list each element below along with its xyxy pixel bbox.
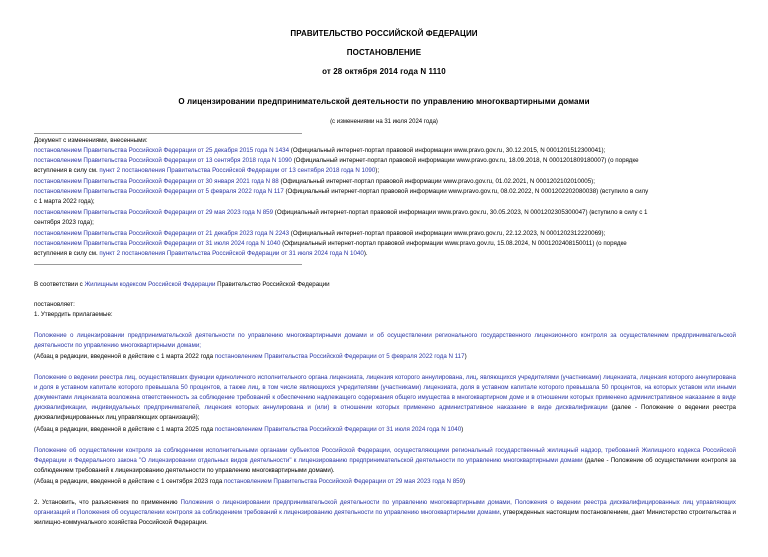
change-item: постановлением Правительства Российской Федерации от 30 января 2021 года N 88 (Официальный интернет-портал правовой информации www.pravo.gov.ru, 01.02.2021, N 0001202102010005); [34,178,595,185]
document-title: О лицензировании предпринимательской деятельности по управлению многоквартирными домами [178,97,590,106]
change-link[interactable]: пункт 2 постановления Правительства Российской Федерации от 13 сентября 2018 года N 1090 [99,167,376,174]
government-heading: ПРАВИТЕЛЬСТВО РОССИЙСКОЙ ФЕДЕРАЦИИ [290,29,478,38]
bottom-divider [34,264,302,265]
change-link[interactable]: постановлением Правительства Российской Федерации от 25 декабря 2015 года N 1434 [34,147,290,154]
changes-heading: Документ с изменениями, внесенными: [34,137,148,144]
amendment-link[interactable]: постановлением Правительства Российской Федерации от 5 февраля 2022 года N 117 [214,353,465,360]
change-item-continuation: с 1 марта 2022 года); [34,198,95,205]
intro-paragraph: В соответствии с Жилищным кодексом Российской Федерации Правительство Российской Федерации [34,281,330,288]
regulation-2: Положение о ведении реестра лиц, осуществлявших функции единоличного исполнительного органа лицензиата, лицензия которого аннулирована, лиц, являющихся учредителями (участниками) лицензиата, лицензия которого аннулирована и доля в уставном капитале которого превышала 50 процентов, а также лиц, в том числе являющихся учредителями (участниками) лицензиата, доля в уставном капитале которого превышала 50 процентов, на которых уставом или иными документами лицензиата возложена ответственность за соблюдение требований к обеспечению надлежащего содержания общего имущества в многоквартирном доме и в отношении которых применено административное наказание в виде дисквалификации, индивидуальных предпринимателей, лицензия которых аннулирована и (или) в отношении которых применено административное наказание в виде дисквалификации (далее - Положение о ведении реестра дисквалифицированных лиц управляющих организаций); [34,374,736,421]
amendment-link[interactable]: постановлением Правительства Российской Федерации от 29 мая 2023 года N 859 [223,478,464,485]
change-link[interactable]: постановлением Правительства Российской Федерации от 30 января 2021 года N 88 [34,178,279,185]
regulation-3-note: (Абзац в редакции, введенной в действие с 1 сентября 2023 года постановлением Правительства Российской Федерации от 29 мая 2023 года N 859) [34,478,466,485]
document-type: ПОСТАНОВЛЕНИЕ [346,48,422,57]
change-item-continuation: сентября 2023 года); [34,219,94,226]
regulation-3-link[interactable]: Положение об осуществлении контроля за соблюдением исполнительными органами субъектов Российской Федерации, осуществляющими региональный государственный жилищный надзор, требований Жилищного кодекса Российской Федерации и Федерального закона "О лицензировании отдельных видов деятельности" к лицензированию предпринимательской деятельности по управлению многоквартирными домами [34,447,736,464]
document-date: от 28 октября 2014 года N 1110 [322,67,446,76]
change-item: постановлением Правительства Российской Федерации от 13 сентября 2018 года N 1090 (Официальный интернет-портал правовой информации www.pravo.gov.ru, 18.09.2018, N 0001201809180007) (о порядке [34,157,639,164]
change-item: постановлением Правительства Российской Федерации от 5 февраля 2022 года N 117 (Официальный интернет-портал правовой информации www.pravo.gov.ru, 08.02.2022, N 0001202202080038) (вступило в силу [34,188,649,195]
regulations-link[interactable]: Положения о лицензировании предпринимательской деятельности по управлению многоквартирными домами, Положения о ведении реестра дисквалифицированных лиц управляющих организаций и Положения об осуществлении контроля за соблюдением требований к лицензированию деятельности по управлению многоквартирными домами [34,499,736,516]
regulation-1 [34,331,736,351]
change-link[interactable]: постановлением Правительства Российской Федерации от 31 июля 2024 года N 1040 [34,240,281,247]
item-2: 2. Установить, что разъяснения по применению Положения о лицензировании предпринимательской деятельности по управлению многоквартирными домами, Положения о ведении реестра дисквалифицированных лиц управляющих организаций и Положения об осуществлении контроля за соблюдением требований к лицензированию деятельности по управлению многоквартирными домами, утвержденных настоящим постановлением, дает Министерство строительства и жилищно-коммунального хозяйства Российской Федерации. [34,499,736,526]
change-link[interactable]: постановлением Правительства Российской Федерации от 5 февраля 2022 года N 117 [34,188,284,195]
change-link[interactable]: постановлением Правительства Российской Федерации от 13 сентября 2018 года N 1090 [34,157,292,164]
change-link[interactable]: постановлением Правительства Российской Федерации от 29 мая 2023 года N 859 [34,209,274,216]
regulation-3: Положение об осуществлении контроля за соблюдением исполнительными органами субъектов Российской Федерации, осуществляющими региональный государственный жилищный надзор, требований Жилищного кодекса Российской Федерации и Федерального закона "О лицензировании отдельных видов деятельности" к лицензированию предпринимательской деятельности по управлению многоквартирными домами (далее - Положение об осуществлении контроля за соблюдением требований к лицензированию деятельности по управлению многоквартирными домами). [34,447,736,474]
change-item: постановлением Правительства Российской Федерации от 31 июля 2024 года N 1040 (Официальный интернет-портал правовой информации www.pravo.gov.ru, 15.08.2024, N 0001202408150011) (о порядке [34,240,627,247]
changes-note: (с изменениями на 31 июля 2024 года) [330,119,438,125]
regulation-2-note: (Абзац в редакции, введенной в действие с 1 марта 2025 года постановлением Правительства Российской Федерации от 31 июля 2024 года N 1040) [34,426,464,433]
change-item: постановлением Правительства Российской Федерации от 21 декабря 2023 года N 2243 (Официальный интернет-портал правовой информации www.pravo.gov.ru, 22.12.2023, N 0001202312220069); [34,230,606,237]
housing-code-link[interactable]: Жилищным кодексом Российской Федерации [84,281,216,288]
regulation-2-link[interactable]: Положение о ведении реестра лиц, осуществлявших функции единоличного исполнительного органа лицензиата, лицензия которого аннулирована, лиц, являющихся учредителями (участниками) лицензиата, лицензия которого аннулирована и доля в уставном капитале которого превышала 50 процентов, а также лиц, в том числе являющихся учредителями (участниками) лицензиата, доля в уставном капитале которого превышала 50 процентов, на которых уставом или иными документами лицензиата возложена ответственность за соблюдение требований к обеспечению надлежащего содержания общего имущества в многоквартирном доме и в отношении которых применено административное наказание в виде дисквалификации, индивидуальных предпринимателей, лицензия которых аннулирована и (или) в отношении которых применено административное наказание в виде дисквалификации [34,374,736,411]
change-item-continuation: вступления в силу см. пункт 2 постановления Правительства Российской Федерации от 31 июля 2024 года N 1040). [34,250,368,257]
change-item: постановлением Правительства Российской Федерации от 29 мая 2023 года N 859 (Официальный интернет-портал правовой информации www.pravo.gov.ru, 30.05.2023, N 0001202305300047) (вступило в силу с 1 [34,209,648,216]
regulation-1-link[interactable]: Положение о лицензировании предпринимательской деятельности по управлению многоквартирными домами и об осуществлении регионального государственного лицензионного контроля за осуществлением предпринимательской деятельности по управлению многоквартирными домами; [34,332,736,349]
change-item: постановлением Правительства Российской Федерации от 25 декабря 2015 года N 1434 (Официальный интернет-портал правовой информации www.pravo.gov.ru, 30.12.2015, N 0001201512300041); [34,147,606,154]
change-item-continuation: вступления в силу см. пункт 2 постановления Правительства Российской Федерации от 13 сентября 2018 года N 1090); [34,167,380,174]
change-link[interactable]: пункт 2 постановления Правительства Российской Федерации от 31 июля 2024 года N 1040 [99,250,364,257]
top-divider [34,133,302,134]
amendment-link[interactable]: постановлением Правительства Российской Федерации от 31 июля 2024 года N 1040 [214,426,462,433]
change-link[interactable]: постановлением Правительства Российской Федерации от 21 декабря 2023 года N 2243 [34,230,290,237]
item-1: 1. Утвердить прилагаемые: [34,311,113,318]
regulation-1-note: (Абзац в редакции, введенной в действие с 1 марта 2022 года постановлением Правительства Российской Федерации от 5 февраля 2022 года N 117) [34,353,467,360]
decree-word: постановляет: [34,301,75,308]
